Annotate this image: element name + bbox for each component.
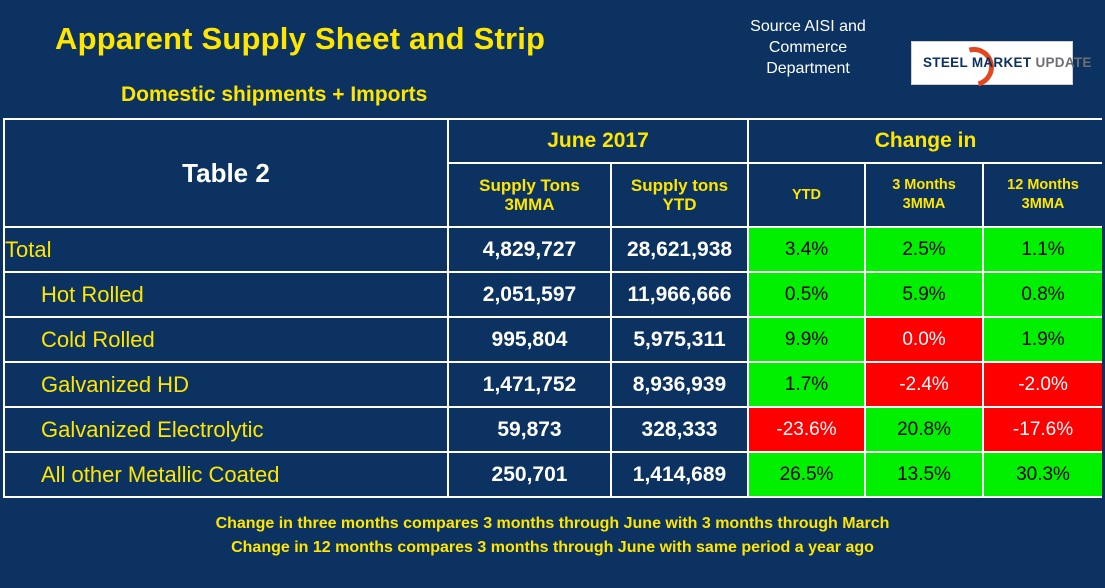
table-row [4,362,1103,407]
header-supply-tons-ytd-l2: YTD [662,195,697,214]
header-change-12-months-l2: 3MMA [1021,196,1065,212]
logo-text [923,55,1092,70]
row-label-galvanized-electrolytic: Galvanized Electrolytic [4,407,448,452]
logo-text-update: UPDATE [1035,55,1092,70]
header-supply-tons-3mma-l1: Supply Tons [479,176,580,195]
cell-change-12m: 1.1% [983,227,1103,272]
row-label-galvanized-hd: Galvanized HD [4,362,448,407]
logo-text-steel: STEEL [923,55,968,70]
page-subtitle: Domestic shipments + Imports [121,83,428,106]
cell-supply-ytd: 1,414,689 [611,452,748,497]
cell-change-ytd: 26.5% [748,452,865,497]
table-row [4,272,1103,317]
table-row [4,227,1103,272]
cell-change-3m: 20.8% [865,407,983,452]
steel-market-update-logo [911,41,1092,85]
cell-supply-3mma: 250,701 [448,452,611,497]
cell-supply-ytd: 8,936,939 [611,362,748,407]
cell-supply-3mma: 995,804 [448,317,611,362]
cell-change-12m: -2.0% [983,362,1103,407]
table-header-group-row [4,119,1103,163]
table-row [4,407,1103,452]
row-label-total: Total [4,227,448,272]
cell-change-3m: 2.5% [865,227,983,272]
header-change-3-months-l2: 3MMA [902,196,946,212]
header-change-ytd-l1: YTD [792,186,822,203]
cell-change-3m: 0.0% [865,317,983,362]
row-label-hot-rolled: Hot Rolled [4,272,448,317]
cell-change-3m: 13.5% [865,452,983,497]
cell-change-ytd: -23.6% [748,407,865,452]
header-change-ytd [748,163,865,227]
header-change-3-months-l1: 3 Months [892,177,956,193]
cell-change-ytd: 0.5% [748,272,865,317]
cell-change-3m: 5.9% [865,272,983,317]
source-note: Source AISI and Commerce Department [750,18,866,77]
cell-supply-3mma: 1,471,752 [448,362,611,407]
cell-supply-ytd: 5,975,311 [611,317,748,362]
supply-table [3,118,1104,498]
header-supply-tons-ytd-l1: Supply tons [630,176,729,195]
header-supply-tons-3mma [448,163,611,227]
cell-change-12m: 0.8% [983,272,1103,317]
header-june-2017: June 2017 [448,119,748,163]
cell-supply-3mma: 4,829,727 [448,227,611,272]
table-corner-label: Table 2 [4,119,448,227]
cell-supply-ytd: 328,333 [611,407,748,452]
cell-supply-ytd: 11,966,666 [611,272,748,317]
header-change-12-months-l1: 12 Months [1007,177,1079,193]
slide-header [3,3,1102,118]
header-supply-tons-3mma-l2: 3MMA [504,195,555,214]
cell-supply-3mma: 59,873 [448,407,611,452]
cell-change-12m: -17.6% [983,407,1103,452]
row-label-all-other-metallic-coated: All other Metallic Coated [4,452,448,497]
footnote-line-2: Change in 12 months compares 3 months through June with same period a year ago [231,539,874,556]
cell-change-3m: -2.4% [865,362,983,407]
footnote-line-1: Change in three months compares 3 months through June with 3 months through March [215,515,890,532]
header-change-in: Change in [748,119,1103,163]
table-row [4,317,1103,362]
cell-change-ytd: 9.9% [748,317,865,362]
row-label-cold-rolled: Cold Rolled [4,317,448,362]
cell-supply-3mma: 2,051,597 [448,272,611,317]
cell-change-12m: 30.3% [983,452,1103,497]
logo-inner [916,46,1092,80]
table-row [4,452,1103,497]
logo-text-market: MARKET [971,55,1032,70]
cell-change-12m: 1.9% [983,317,1103,362]
header-change-12-months-3mma [983,163,1103,227]
page-title: Apparent Supply Sheet and Strip [55,21,546,56]
header-supply-tons-ytd [611,163,748,227]
cell-change-ytd: 3.4% [748,227,865,272]
cell-change-ytd: 1.7% [748,362,865,407]
footnotes [3,512,1102,560]
cell-supply-ytd: 28,621,938 [611,227,748,272]
header-change-3-months-3mma [865,163,983,227]
